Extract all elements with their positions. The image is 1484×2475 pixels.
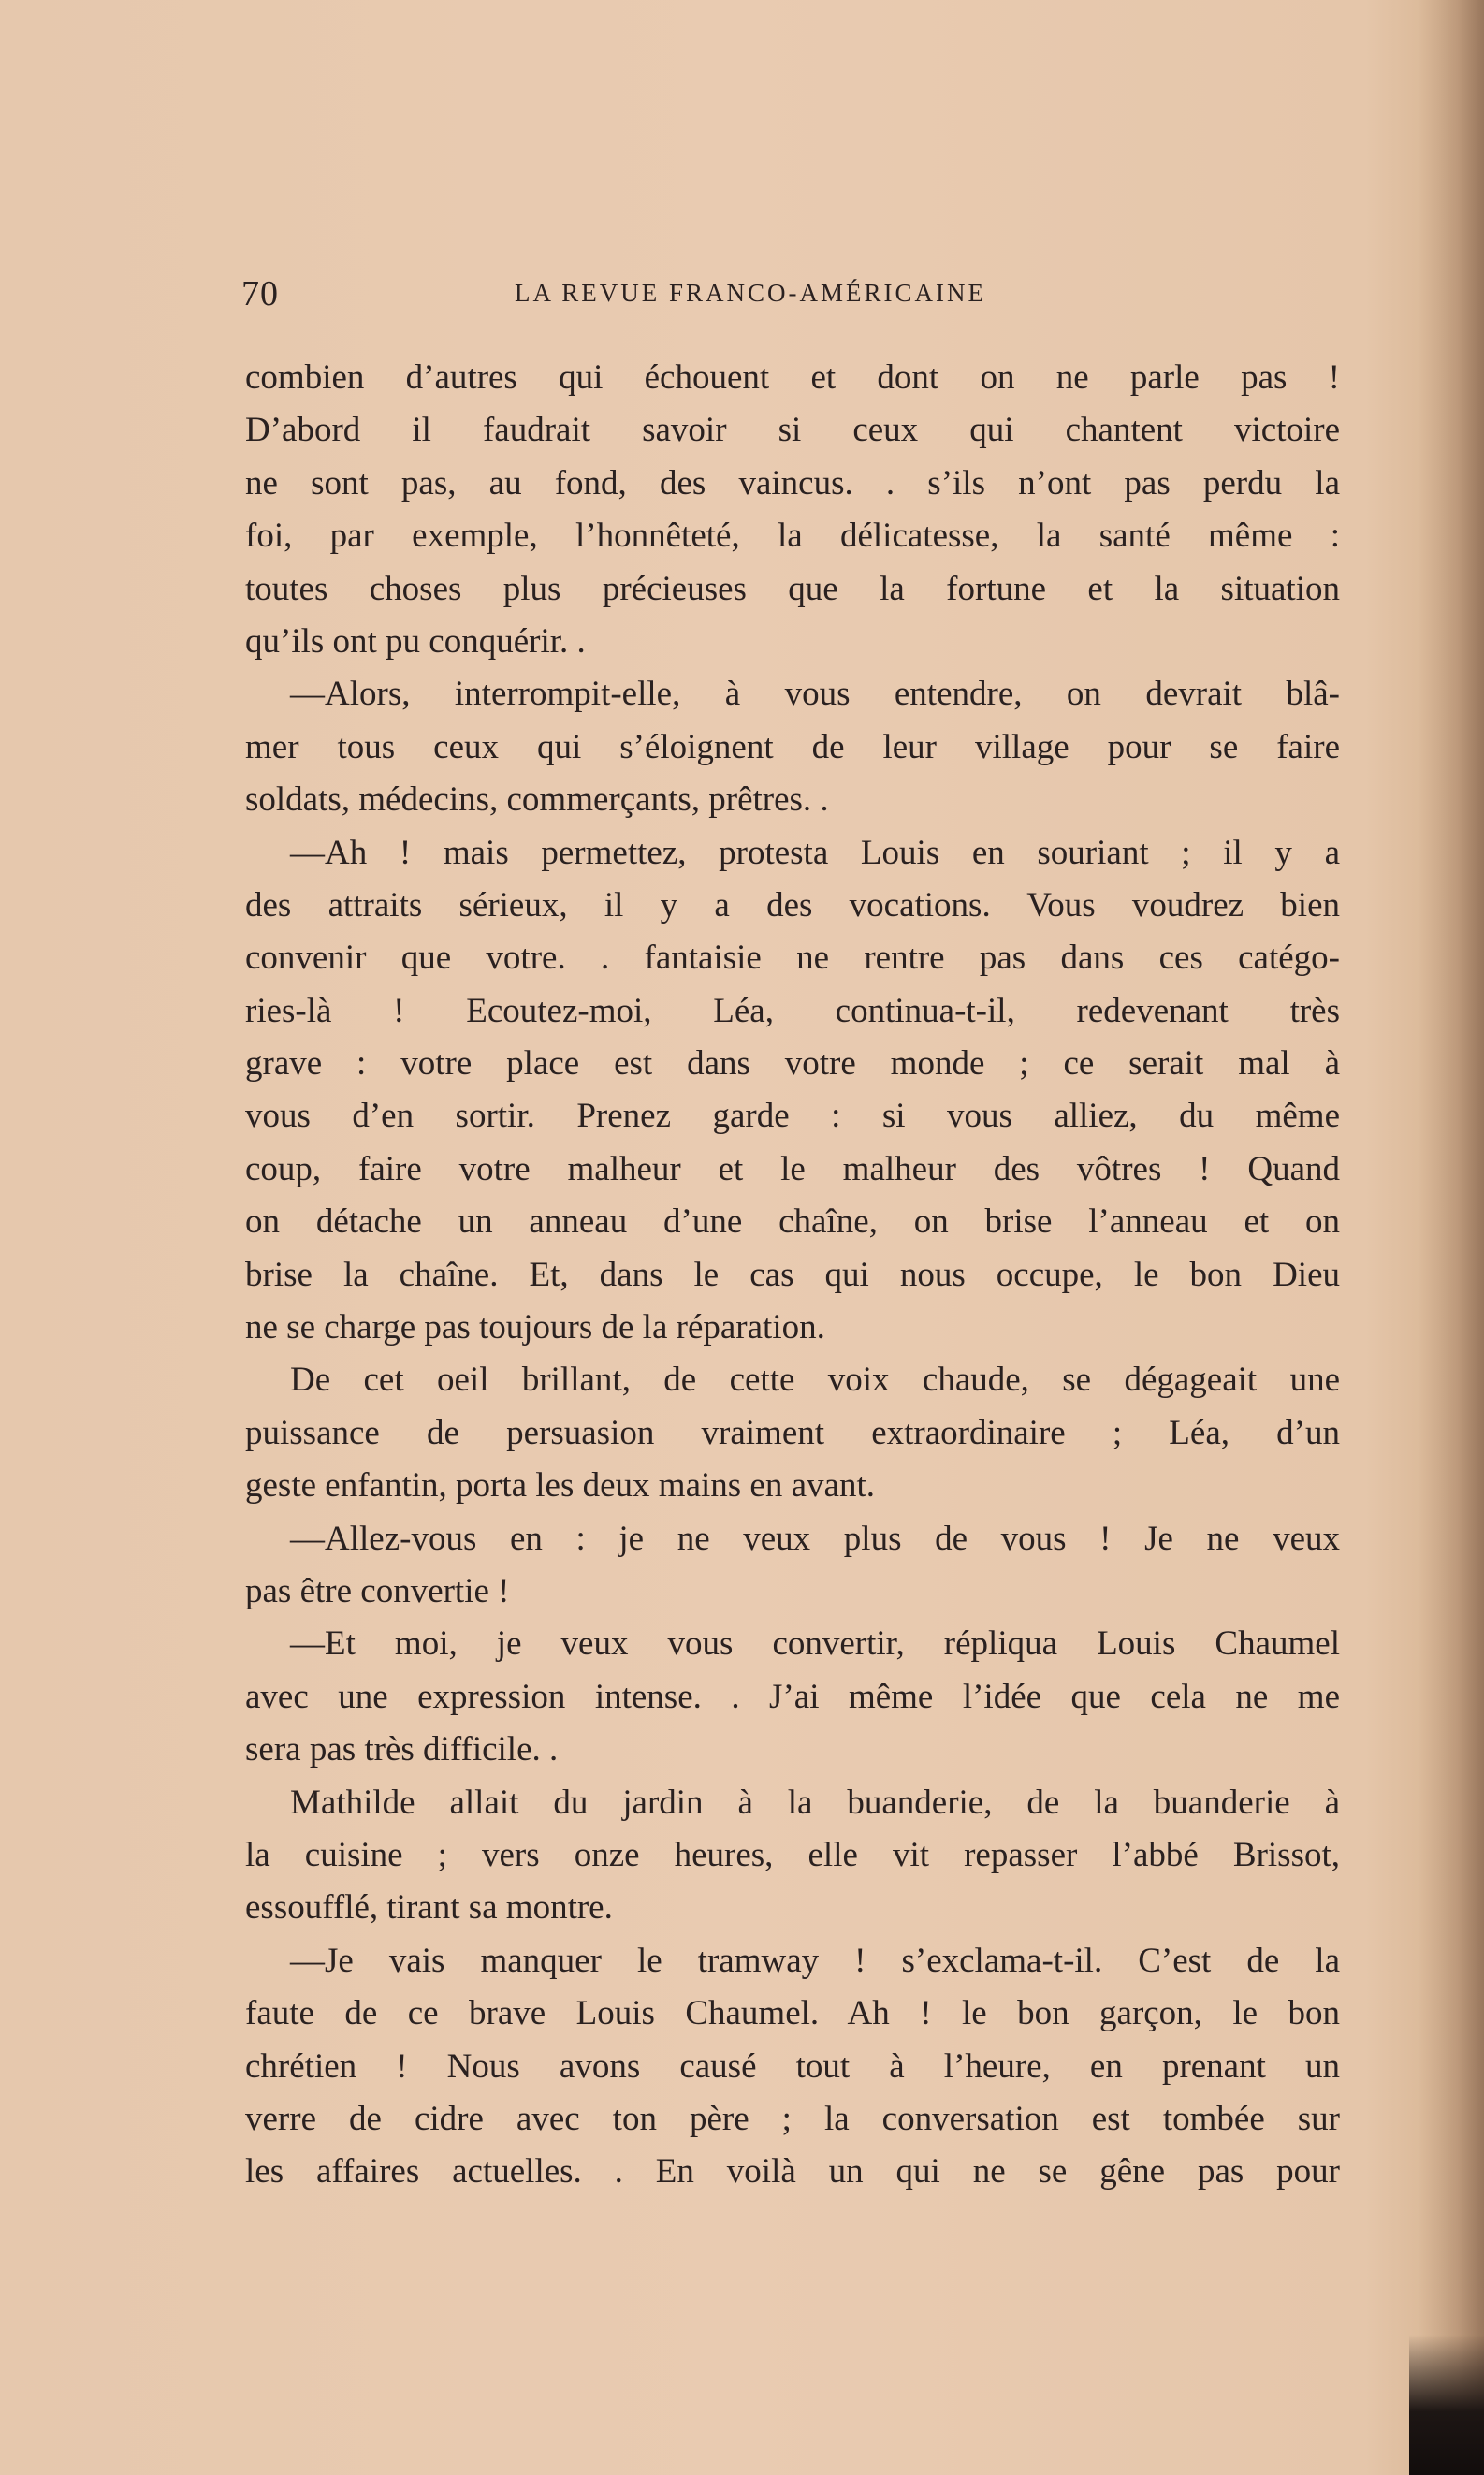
text-line: faute de ce brave Louis Chaumel. Ah ! le bon garçon, le bon	[245, 1994, 1340, 2033]
text-line: brise la chaîne. Et, dans le cas qui nous occupe, le bon Dieu	[245, 1255, 1340, 1294]
page-header	[241, 273, 1346, 320]
page-number: 70	[241, 274, 279, 313]
text-line: pas être convertie !	[245, 1571, 510, 1610]
running-head: LA REVUE FRANCO-AMÉRICAINE	[515, 279, 987, 307]
text-line: avec une expression intense. . J’ai même l’idée que cela ne me	[245, 1677, 1340, 1716]
text-line: chrétien ! Nous avons causé tout à l’heure, en prenant un	[245, 2046, 1340, 2086]
text-line: toutes choses plus précieuses que la fortune et la situation	[245, 569, 1340, 608]
text-line: combien d’autres qui échouent et dont on ne parle pas !	[245, 358, 1340, 397]
body-text	[245, 352, 1340, 2199]
text-line: geste enfantin, porta les deux mains en avant.	[245, 1466, 875, 1506]
text-line: ne se charge pas toujours de la réparation.	[245, 1308, 825, 1347]
text-line: vous d’en sortir. Prenez garde : si vous alliez, du même	[245, 1097, 1340, 1136]
text-line: qu’ils ont pu conquérir. .	[245, 621, 586, 661]
text-line: —Ah ! mais permettez, protesta Louis en souriant ; il y a	[290, 833, 1340, 872]
text-line: grave : votre place est dans votre monde ; ce serait mal à	[245, 1044, 1340, 1084]
text-line: —Et moi, je veux vous convertir, répliqua Louis Chaumel	[290, 1624, 1340, 1664]
text-line: puissance de persuasion vraiment extraordinaire ; Léa, d’un	[245, 1413, 1340, 1452]
text-line: la cuisine ; vers onze heures, elle vit repasser l’abbé Brissot,	[245, 1835, 1340, 1874]
text-line: ne sont pas, au fond, des vaincus. . s’ils n’ont pas perdu la	[245, 463, 1340, 502]
text-line: verre de cidre avec ton père ; la conversation est tombée sur	[245, 2099, 1340, 2138]
text-line: D’abord il faudrait savoir si ceux qui chantent victoire	[245, 411, 1340, 450]
text-line: ries-là ! Ecoutez-moi, Léa, continua-t-il, redevenant très	[245, 991, 1340, 1030]
text-line: —Je vais manquer le tramway ! s’exclama-t-il. C’est de la	[290, 1941, 1340, 1980]
text-line: on détache un anneau d’une chaîne, on brise l’anneau et on	[245, 1202, 1340, 1242]
text-line: soldats, médecins, commerçants, prêtres. .	[245, 780, 829, 820]
text-line: mer tous ceux qui s’éloignent de leur village pour se faire	[245, 727, 1340, 766]
text-line: convenir que votre. . fantaisie ne rentre pas dans ces catégo-	[245, 939, 1340, 978]
text-line: De cet oeil brillant, de cette voix chaude, se dégageait une	[290, 1361, 1340, 1400]
text-line: foi, par exemple, l’honnêteté, la délicatesse, la santé même :	[245, 517, 1340, 556]
text-line: sera pas très difficile. .	[245, 1730, 559, 1769]
page-edge-dark-corner	[1409, 2335, 1484, 2475]
text-line: coup, faire votre malheur et le malheur des vôtres ! Quand	[245, 1149, 1340, 1188]
page-edge-shadow	[1419, 0, 1484, 2475]
text-line: les affaires actuelles. . En voilà un qui ne se gêne pas pour	[245, 2152, 1340, 2191]
text-line: —Alors, interrompit-elle, à vous entendre, on devrait blâ-	[290, 675, 1340, 714]
text-line: Mathilde allait du jardin à la buanderie, de la buanderie à	[290, 1783, 1340, 1822]
text-line: des attraits sérieux, il y a des vocations. Vous voudrez bien	[245, 885, 1340, 924]
text-line: —Allez-vous en : je ne veux plus de vous ! Je ne veux	[290, 1519, 1340, 1558]
text-line: essoufflé, tirant sa montre.	[245, 1888, 613, 1928]
